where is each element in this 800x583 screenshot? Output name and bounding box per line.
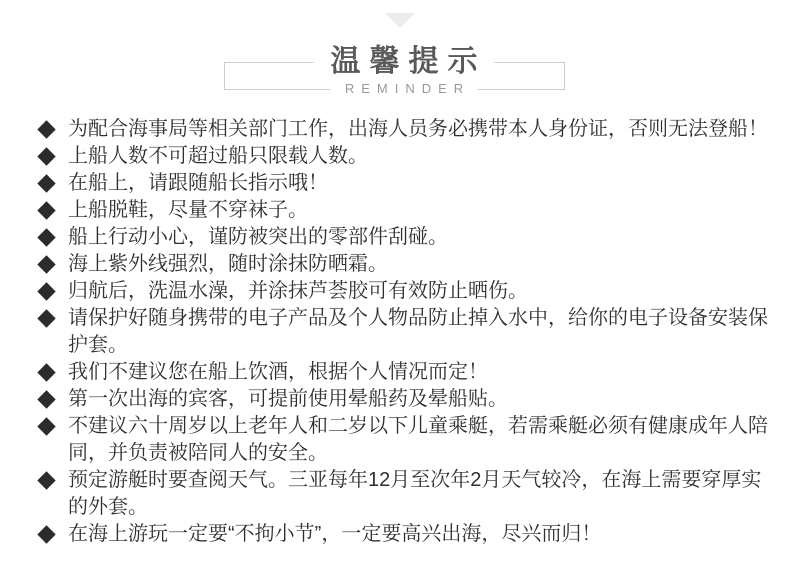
reminder-text: 归航后，洗温水澡，并涂抹芦荟胶可有效防止晒伤。	[68, 280, 528, 302]
page-title: 温馨提示	[314, 45, 495, 79]
reminder-text: 海上紫外线强烈，随时涂抹防晒霜。	[68, 253, 388, 275]
reminder-text: 我们不建议您在船上饮酒，根据个人情况而定！	[68, 361, 488, 383]
list-item	[38, 386, 772, 413]
diamond-bullet-icon	[38, 305, 68, 332]
reminder-text: 上船脱鞋，尽量不穿袜子。	[68, 199, 308, 221]
diamond-bullet-icon	[38, 413, 68, 440]
diamond-bullet-icon	[38, 467, 68, 494]
diamond-bullet-icon	[38, 278, 68, 305]
list-item	[38, 143, 772, 170]
reminder-text: 请保护好随身携带的电子产品及个人物品防止掉入水中，给你的电子设备安装保护套。	[68, 307, 768, 356]
reminder-text: 上船人数不可超过船只限载人数。	[68, 145, 368, 167]
reminder-list	[38, 116, 772, 548]
list-item	[38, 413, 772, 467]
reminder-text: 为配合海事局等相关部门工作，出海人员务必携带本人身份证，否则无法登船！	[68, 118, 768, 140]
down-triangle-icon	[385, 13, 415, 28]
diamond-bullet-icon	[38, 116, 68, 143]
list-item	[38, 521, 772, 548]
list-item	[38, 359, 772, 386]
page-subtitle: REMINDER	[330, 81, 478, 96]
list-item	[38, 116, 772, 143]
list-item	[38, 224, 772, 251]
list-item	[38, 170, 772, 197]
diamond-bullet-icon	[38, 386, 68, 413]
diamond-bullet-icon	[38, 521, 68, 548]
diamond-bullet-icon	[38, 251, 68, 278]
list-item	[38, 467, 772, 521]
reminder-text: 在船上，请跟随船长指示哦！	[68, 172, 328, 194]
list-item	[38, 305, 772, 359]
diamond-bullet-icon	[38, 170, 68, 197]
list-item	[38, 197, 772, 224]
list-item	[38, 251, 772, 278]
reminder-text: 不建议六十周岁以上老年人和二岁以下儿童乘艇，若需乘艇必须有健康成年人陪同，并负责被陪同人的安全。	[68, 415, 768, 464]
reminder-text: 在海上游玩一定要“不拘小节”，一定要高兴出海，尽兴而归！	[68, 523, 602, 545]
list-item	[38, 278, 772, 305]
diamond-bullet-icon	[38, 224, 68, 251]
diamond-bullet-icon	[38, 143, 68, 170]
diamond-bullet-icon	[38, 359, 68, 386]
reminder-text: 第一次出海的宾客，可提前使用晕船药及晕船贴。	[68, 388, 508, 410]
diamond-bullet-icon	[38, 197, 68, 224]
reminder-text: 船上行动小心，谨防被突出的零部件刮碰。	[68, 226, 448, 248]
reminder-text: 预定游艇时要查阅天气。三亚每年12月至次年2月天气较冷，在海上需要穿厚实的外套。	[68, 469, 762, 518]
